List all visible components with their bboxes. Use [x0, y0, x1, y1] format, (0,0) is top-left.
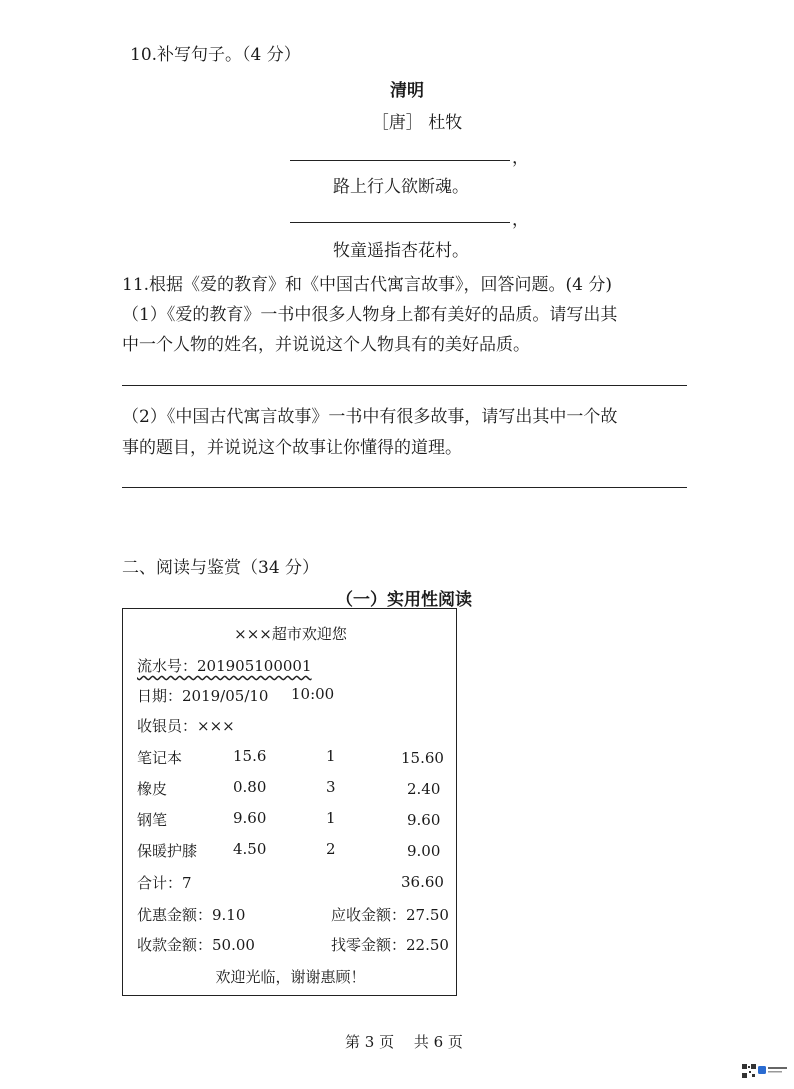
item-price: 9.60	[233, 809, 267, 827]
poem-author: ［唐］ 杜牧	[371, 113, 463, 133]
poem-title: 清明	[390, 81, 424, 101]
answer-line-q11-1[interactable]	[122, 385, 687, 386]
receipt-discount: 优惠金额：9.10	[137, 906, 246, 924]
qr-code-icon	[742, 1064, 756, 1078]
q11-sub2-line1: （2）《中国古代寓言故事》一书中有很多故事，请写出其中一个故	[122, 407, 618, 427]
item-name: 笔记本	[137, 749, 183, 767]
item-qty: 3	[326, 778, 336, 796]
q11-sub2-line2: 事的题目，并说说这个故事让你懂得的道理。	[122, 438, 462, 458]
page-number: 第 3 页 共 6 页	[345, 1033, 463, 1051]
receipt-footer: 欢迎光临，谢谢惠顾！	[215, 968, 366, 986]
q11-sub1-line2: 中一个人物的姓名，并说说这个人物具有的美好品质。	[122, 335, 530, 355]
receipt-count: 合计：7	[137, 874, 192, 892]
q10-header: 10.补写句子。（4 分）	[130, 45, 301, 65]
receipt	[122, 608, 457, 996]
item-total: 9.60	[407, 811, 441, 829]
item-price: 15.6	[233, 747, 267, 765]
poem-line-4: 牧童遥指杏花村。	[333, 241, 469, 261]
section2-subheader: （一）实用性阅读	[336, 590, 472, 610]
receipt-sum: 36.60	[401, 873, 444, 891]
receipt-paid: 收款金额：50.00	[137, 936, 255, 954]
item-name: 钢笔	[137, 811, 168, 829]
answer-blank-line3[interactable]	[290, 222, 510, 223]
scanner-logo-icon	[758, 1066, 788, 1074]
section2-header: 二、阅读与鉴赏（34 分）	[122, 558, 320, 578]
comma-2: ，	[512, 210, 529, 230]
item-price: 0.80	[233, 778, 267, 796]
item-qty: 1	[326, 809, 336, 827]
receipt-date: 日期：2019/05/10	[137, 687, 269, 705]
item-name: 保暖护膝	[137, 842, 198, 860]
poem-line-2: 路上行人欲断魂。	[333, 177, 469, 197]
item-name: 橡皮	[137, 780, 168, 798]
comma-1: ，	[512, 148, 529, 168]
receipt-cashier: 收银员：×××	[137, 717, 235, 735]
item-total: 2.40	[407, 780, 441, 798]
item-total: 15.60	[401, 749, 444, 767]
q11-header: 11.根据《爱的教育》和《中国古代寓言故事》，回答问题。(4 分)	[122, 275, 613, 295]
item-price: 4.50	[233, 840, 267, 858]
item-qty: 2	[326, 840, 336, 858]
q11-sub1-line1: （1）《爱的教育》一书中很多人物身上都有美好的品质。请写出其	[122, 305, 618, 325]
answer-line-q11-2[interactable]	[122, 487, 687, 488]
receipt-serial: 流水号：201905100001	[137, 657, 312, 675]
scanner-watermark	[758, 1066, 788, 1076]
answer-blank-line1[interactable]	[290, 160, 510, 161]
receipt-receivable: 应收金额：27.50	[331, 906, 449, 924]
item-total: 9.00	[407, 842, 441, 860]
receipt-title: ×××超市欢迎您	[234, 625, 347, 643]
item-qty: 1	[326, 747, 336, 765]
receipt-change: 找零金额：22.50	[331, 936, 449, 954]
receipt-time: 10:00	[291, 685, 335, 703]
